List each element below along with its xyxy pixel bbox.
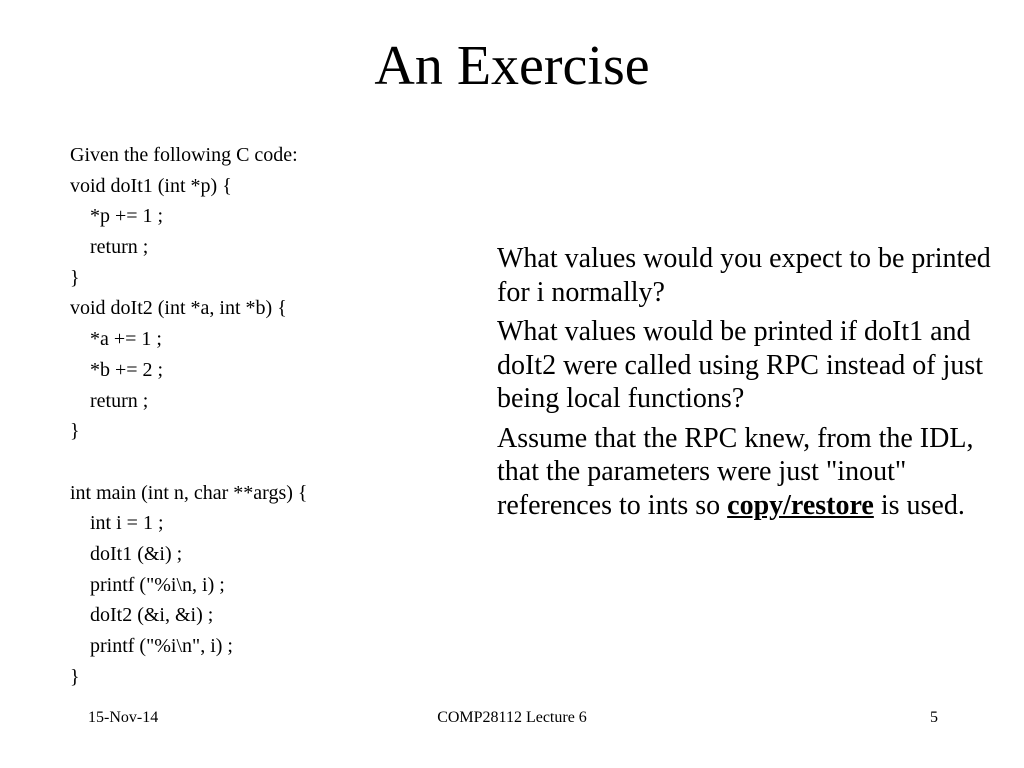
code-line: doIt2 (&i, &i) ; bbox=[90, 604, 214, 627]
code-line: *b += 2 ; bbox=[90, 358, 164, 381]
question-normal-values: What values would you expect to be printed for i normally? bbox=[497, 243, 991, 308]
code-line: doIt1 (&i) ; bbox=[90, 542, 183, 565]
code-line: return ; bbox=[90, 236, 149, 259]
code-line: } bbox=[70, 420, 80, 443]
code-line: } bbox=[70, 665, 80, 688]
code-line: void doIt2 (int *a, int *b) { bbox=[70, 297, 287, 320]
code-line: printf ("%i\n, i) ; bbox=[90, 573, 225, 596]
question-copy-restore-end: is used. bbox=[873, 489, 965, 521]
footer-page-number: 5 bbox=[930, 709, 938, 726]
code-lines bbox=[70, 171, 470, 693]
code-line: printf ("%i\n", i) ; bbox=[90, 635, 233, 657]
code-line: int main (int n, char **args) { bbox=[70, 481, 308, 504]
code-line: } bbox=[70, 266, 80, 289]
code-line: *p += 1 ; bbox=[90, 205, 164, 228]
code-block bbox=[70, 140, 470, 692]
footer-course: COMP28112 Lecture 6 bbox=[437, 709, 587, 726]
code-line: void doIt1 (int *p) { bbox=[70, 174, 232, 197]
question-rpc-values: What values would be printed if doIt1 and doIt2 were called using RPC instead of just being local functions? bbox=[497, 316, 984, 414]
copy-restore-term: copy/restore bbox=[727, 489, 874, 521]
code-line bbox=[70, 447, 470, 478]
code-line: return ; bbox=[90, 389, 149, 412]
question-copy-restore bbox=[497, 422, 1007, 523]
code-intro: Given the following C code: bbox=[70, 144, 298, 166]
slide-title: An Exercise bbox=[374, 35, 650, 97]
code-line: int i = 1 ; bbox=[90, 512, 164, 535]
footer-date: 15-Nov-14 bbox=[88, 709, 159, 726]
questions-panel bbox=[497, 242, 1007, 528]
code-line: *a += 1 ; bbox=[90, 328, 162, 351]
question-copy-restore-text: Assume that the RPC knew, from the IDL, that the parameters were just "inout" references to ints so bbox=[497, 422, 974, 521]
